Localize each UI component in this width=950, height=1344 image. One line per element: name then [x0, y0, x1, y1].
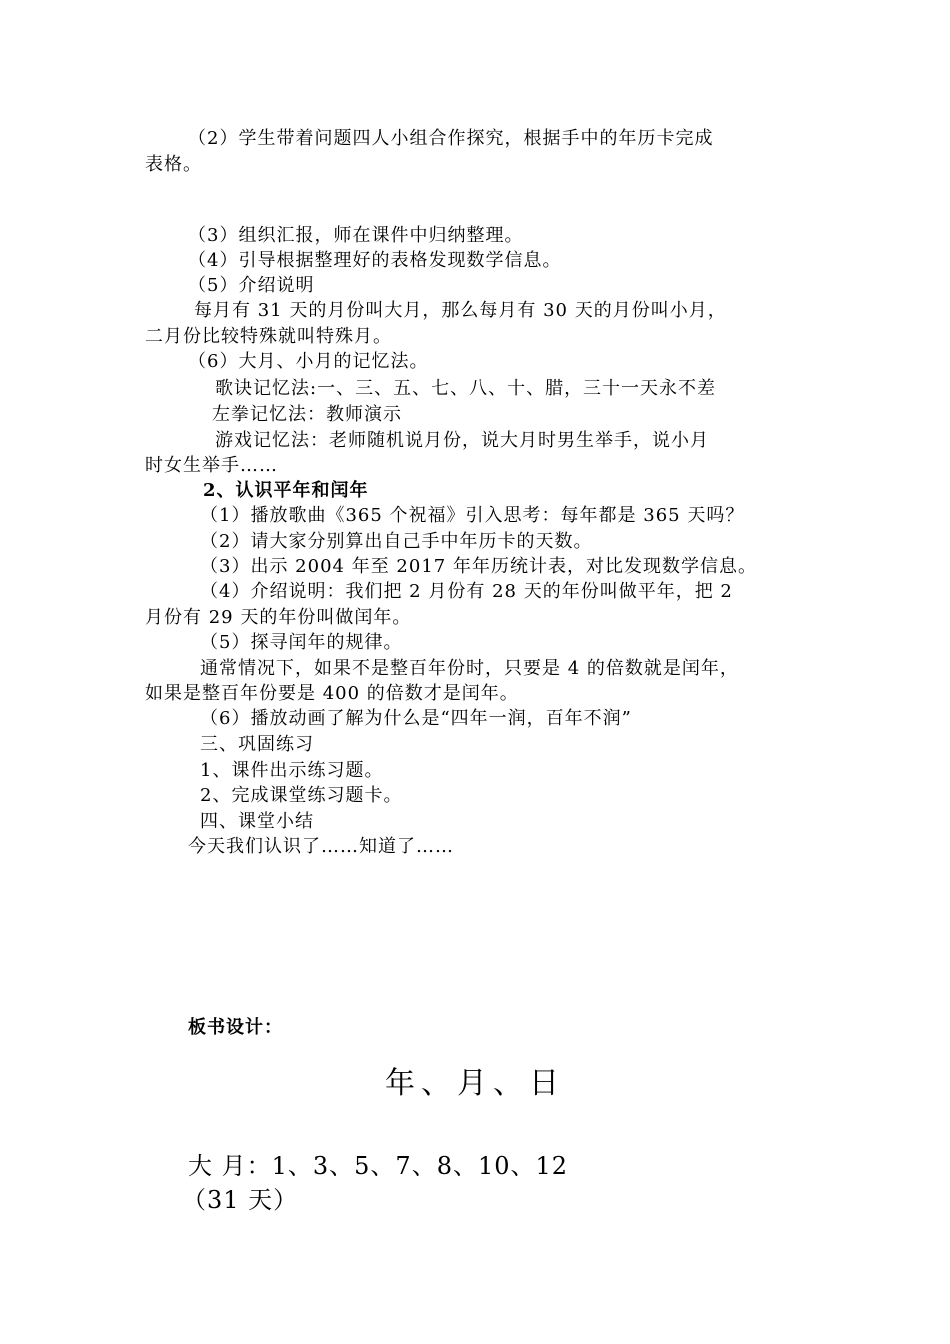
text-line: （5）介绍说明	[188, 275, 315, 296]
text-line: （4）引导根据整理好的表格发现数学信息。	[188, 250, 562, 271]
text-line: 每月有 31 天的月份叫大月，那么每月有 30 天的月份叫小月，	[194, 300, 727, 321]
text-line: （6）大月、小月的记忆法。	[188, 351, 429, 372]
board-design-heading: 板书设计：	[188, 1017, 283, 1038]
text-line: 二月份比较特殊就叫特殊月。	[145, 326, 392, 347]
board-title: 年、月、日	[385, 1066, 565, 1101]
text-line: 如果是整百年份要是 400 的倍数才是闰年。	[145, 683, 519, 704]
text-line: 2、完成课堂练习题卡。	[200, 785, 403, 806]
text-line: 四、课堂小结	[200, 811, 314, 832]
text-line: 1、课件出示练习题。	[200, 760, 384, 781]
text-line: 左拳记忆法：教师演示	[212, 404, 402, 425]
text-line: 通常情况下，如果不是整百年份时，只要是 4 的倍数就是闰年，	[200, 658, 739, 679]
text-line: 月份有 29 天的年份叫做闰年。	[145, 607, 412, 628]
board-big-month-days: （31 天）	[182, 1186, 299, 1214]
text-line: （6）播放动画了解为什么是“四年一润，百年不润”	[200, 708, 632, 729]
text-line: （3）出示 2004 年至 2017 年年历统计表，对比发现数学信息。	[200, 556, 757, 577]
board-big-month: 大 月：1、3、5、7、8、10、12	[188, 1152, 569, 1180]
section-heading: 2、认识平年和闰年	[203, 480, 369, 501]
text-line: 时女生举手……	[145, 455, 278, 476]
text-line: （1）播放歌曲《365 个祝福》引入思考：每年都是 365 天吗？	[200, 505, 745, 526]
text-line: 歌诀记忆法:一、三、五、七、八、十、腊，三十一天永不差	[215, 378, 717, 399]
text-line: 今天我们认识了……知道了……	[188, 836, 454, 857]
text-line: （2）请大家分别算出自己手中年历卡的天数。	[200, 531, 593, 552]
text-line: （4）介绍说明：我们把 2 月份有 28 天的年份叫做平年，把 2	[200, 581, 733, 602]
text-line: （3）组织汇报，师在课件中归纳整理。	[188, 225, 524, 246]
text-line: 表格。	[145, 154, 202, 175]
text-line: （5）探寻闰年的规律。	[200, 632, 403, 653]
text-line: 游戏记忆法：老师随机说月份，说大月时男生举手，说小月	[215, 430, 709, 451]
text-line: 三、巩固练习	[200, 734, 314, 755]
text-line: （2）学生带着问题四人小组合作探究，根据手中的年历卡完成	[188, 128, 714, 149]
